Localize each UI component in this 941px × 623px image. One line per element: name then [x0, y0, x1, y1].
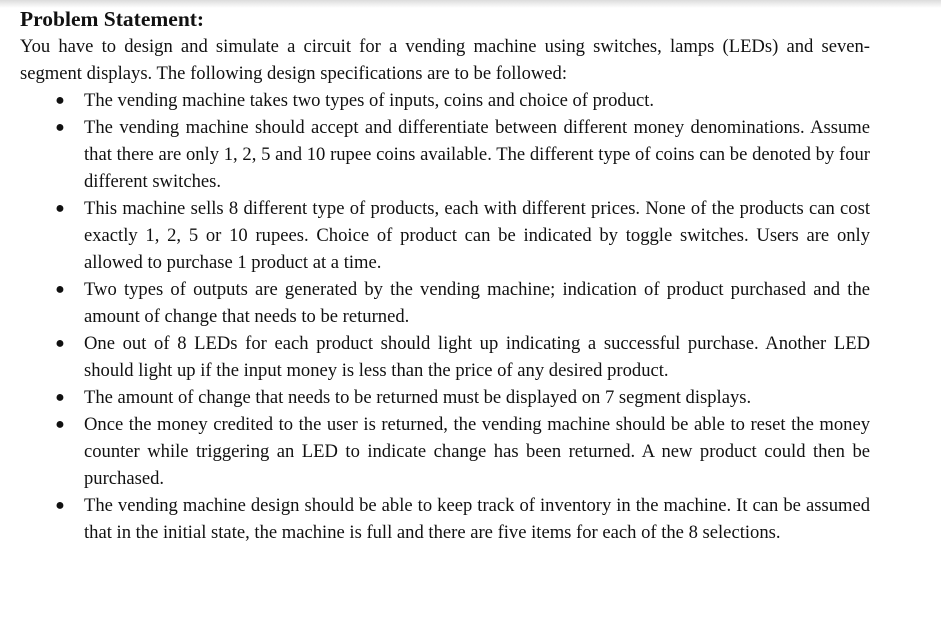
- specification-item: [20, 492, 870, 546]
- intro-paragraph: You have to design and simulate a circuit for a vending machine using switches, lamps (LEDs) and seven-segment displays. The following design specifications are to be followed:: [20, 36, 870, 84]
- specification-item: [20, 195, 870, 276]
- bullet-icon: ●: [55, 389, 65, 406]
- specification-text: The vending machine should accept and differentiate between different money denominations. Assume that there are only 1, 2, 5 and 10 rupee coins available. The different type of coins can be denoted by four different switches.: [84, 117, 870, 192]
- specification-item: [20, 114, 870, 195]
- bullet-icon: ●: [55, 92, 65, 109]
- specification-list: [20, 87, 870, 546]
- bullet-icon: ●: [55, 416, 65, 433]
- bullet-icon: ●: [55, 497, 65, 514]
- specification-text: Two types of outputs are generated by the vending machine; indication of product purchased and the amount of change that needs to be returned.: [84, 279, 870, 327]
- bullet-icon: ●: [55, 281, 65, 298]
- specification-item: [20, 276, 870, 330]
- specification-text: This machine sells 8 different type of products, each with different prices. None of the products can cost exactly 1, 2, 5 or 10 rupees. Choice of product can be indicated by toggle switches. Users are only allowed to purchase 1 product at a time.: [84, 198, 870, 273]
- specification-text: Once the money credited to the user is returned, the vending machine should be able to reset the money counter while triggering an LED to indicate change has been returned. A new product could then be purchased.: [84, 414, 870, 489]
- bullet-icon: ●: [55, 119, 65, 136]
- problem-statement-heading: Problem Statement:: [20, 7, 205, 31]
- specification-text: One out of 8 LEDs for each product should light up indicating a successful purchase. Another LED should light up if the input money is less than the price of any desired product.: [84, 333, 870, 381]
- specification-item: [20, 330, 870, 384]
- bullet-icon: ●: [55, 335, 65, 352]
- specification-item: [20, 87, 870, 114]
- specification-text: The vending machine design should be able to keep track of inventory in the machine. It can be assumed that in the initial state, the machine is full and there are five items for each of the 8 selections.: [84, 495, 870, 543]
- specification-item: [20, 384, 870, 411]
- specification-text: The vending machine takes two types of inputs, coins and choice of product.: [84, 90, 655, 111]
- bullet-icon: ●: [55, 200, 65, 217]
- problem-statement-document: [20, 6, 870, 546]
- specification-text: The amount of change that needs to be returned must be displayed on 7 segment displays.: [84, 387, 752, 408]
- specification-item: [20, 411, 870, 492]
